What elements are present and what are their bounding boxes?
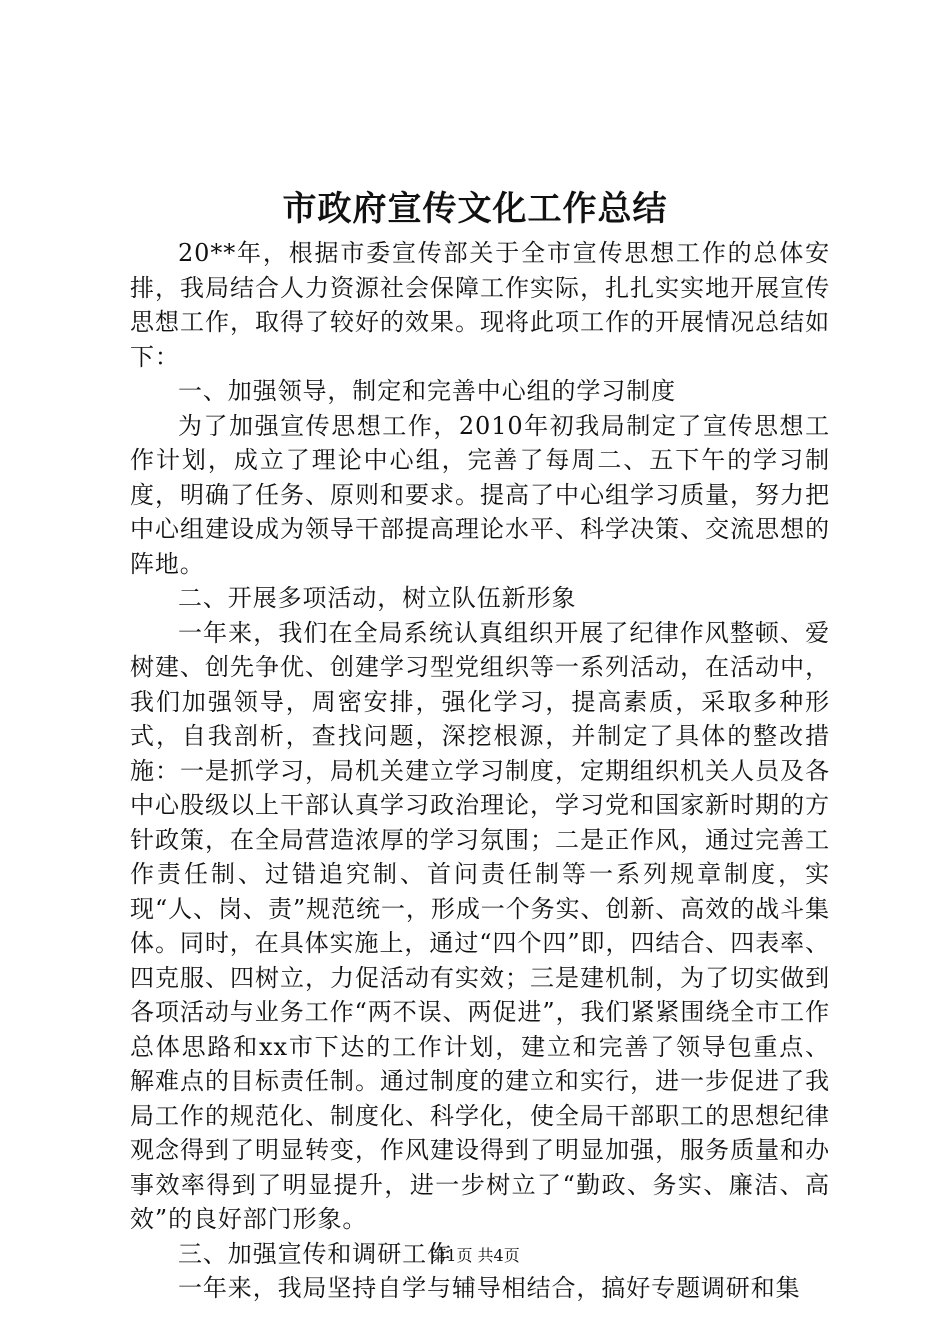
section-paragraph-2: 一年来，我们在全局系统认真组织开展了纪律作风整顿、爱树建、创先争优、创建学习型党组织等一系列活动，在活动中，我们加强领导，周密安排，强化学习，提高素质，采取多种形式，自我剖析，查找问题，深挖根源，并制定了具体的整改措施：一是抓学习，局机关建立学习制度，定期组织机关人员及各中心股级以上干部认真学习政治理论，学习党和国家新时期的方针政策，在全局营造浓厚的学习氛围；二是正作风，通过完善工作责任制、过错追究制、首问责任制等一系列规章制度，实现“人、岗、责”规范统一，形成一个务实、创新、高效的战斗集体。同时，在具体实施上，通过“四个四”即，四结合、四表率、四克服、四树立，力促活动有实效；三是建机制，为了切实做到各项活动与业务工作“两不误、两促进”，我们紧紧围绕全市工作总体思路和xx市下达的工作计划，建立和完善了领导包重点、解难点的目标责任制。通过制度的建立和实行，进一步促进了我局工作的规范化、制度化、科学化，使全局干部职工的思想纪律观念得到了明显转变，作风建设得到了明显加强，服务质量和办事效率得到了明显提升，进一步树立了“勤政、务实、廉洁、高效”的良好部门形象。 xyxy=(130,618,830,1233)
section-heading-3: 三、加强宣传和调研工作 xyxy=(178,1239,452,1268)
section-paragraph-3: 一年来，我局坚持自学与辅导相结合，搞好专题调研和集 xyxy=(178,1274,801,1302)
section-heading-1: 一、加强领导，制定和完善中心组的学习制度 xyxy=(178,377,676,405)
section-heading-2: 二、开展多项活动，树立队伍新形象 xyxy=(178,584,577,612)
page-footer: 第1页 共4页 xyxy=(430,1246,520,1265)
section-paragraph-1: 为了加强宣传思想工作，2010年初我局制定了宣传思想工作计划，成立了理论中心组，完善了每周二、五下午的学习制度，明确了任务、原则和要求。提高了中心组学习质量，努力把中心组建设成为领导干部提高理论水平、科学决策、交流思想的阵地。 xyxy=(130,411,830,578)
document-body xyxy=(130,236,830,1306)
intro-paragraph: 20**年，根据市委宣传部关于全市宣传思想工作的总体安排，我局结合人力资源社会保障工作实际，扎扎实实地开展宣传思想工作，取得了较好的效果。现将此项工作的开展情况总结如下： xyxy=(130,239,830,371)
document-title: 市政府宣传文化工作总结 xyxy=(282,189,668,229)
